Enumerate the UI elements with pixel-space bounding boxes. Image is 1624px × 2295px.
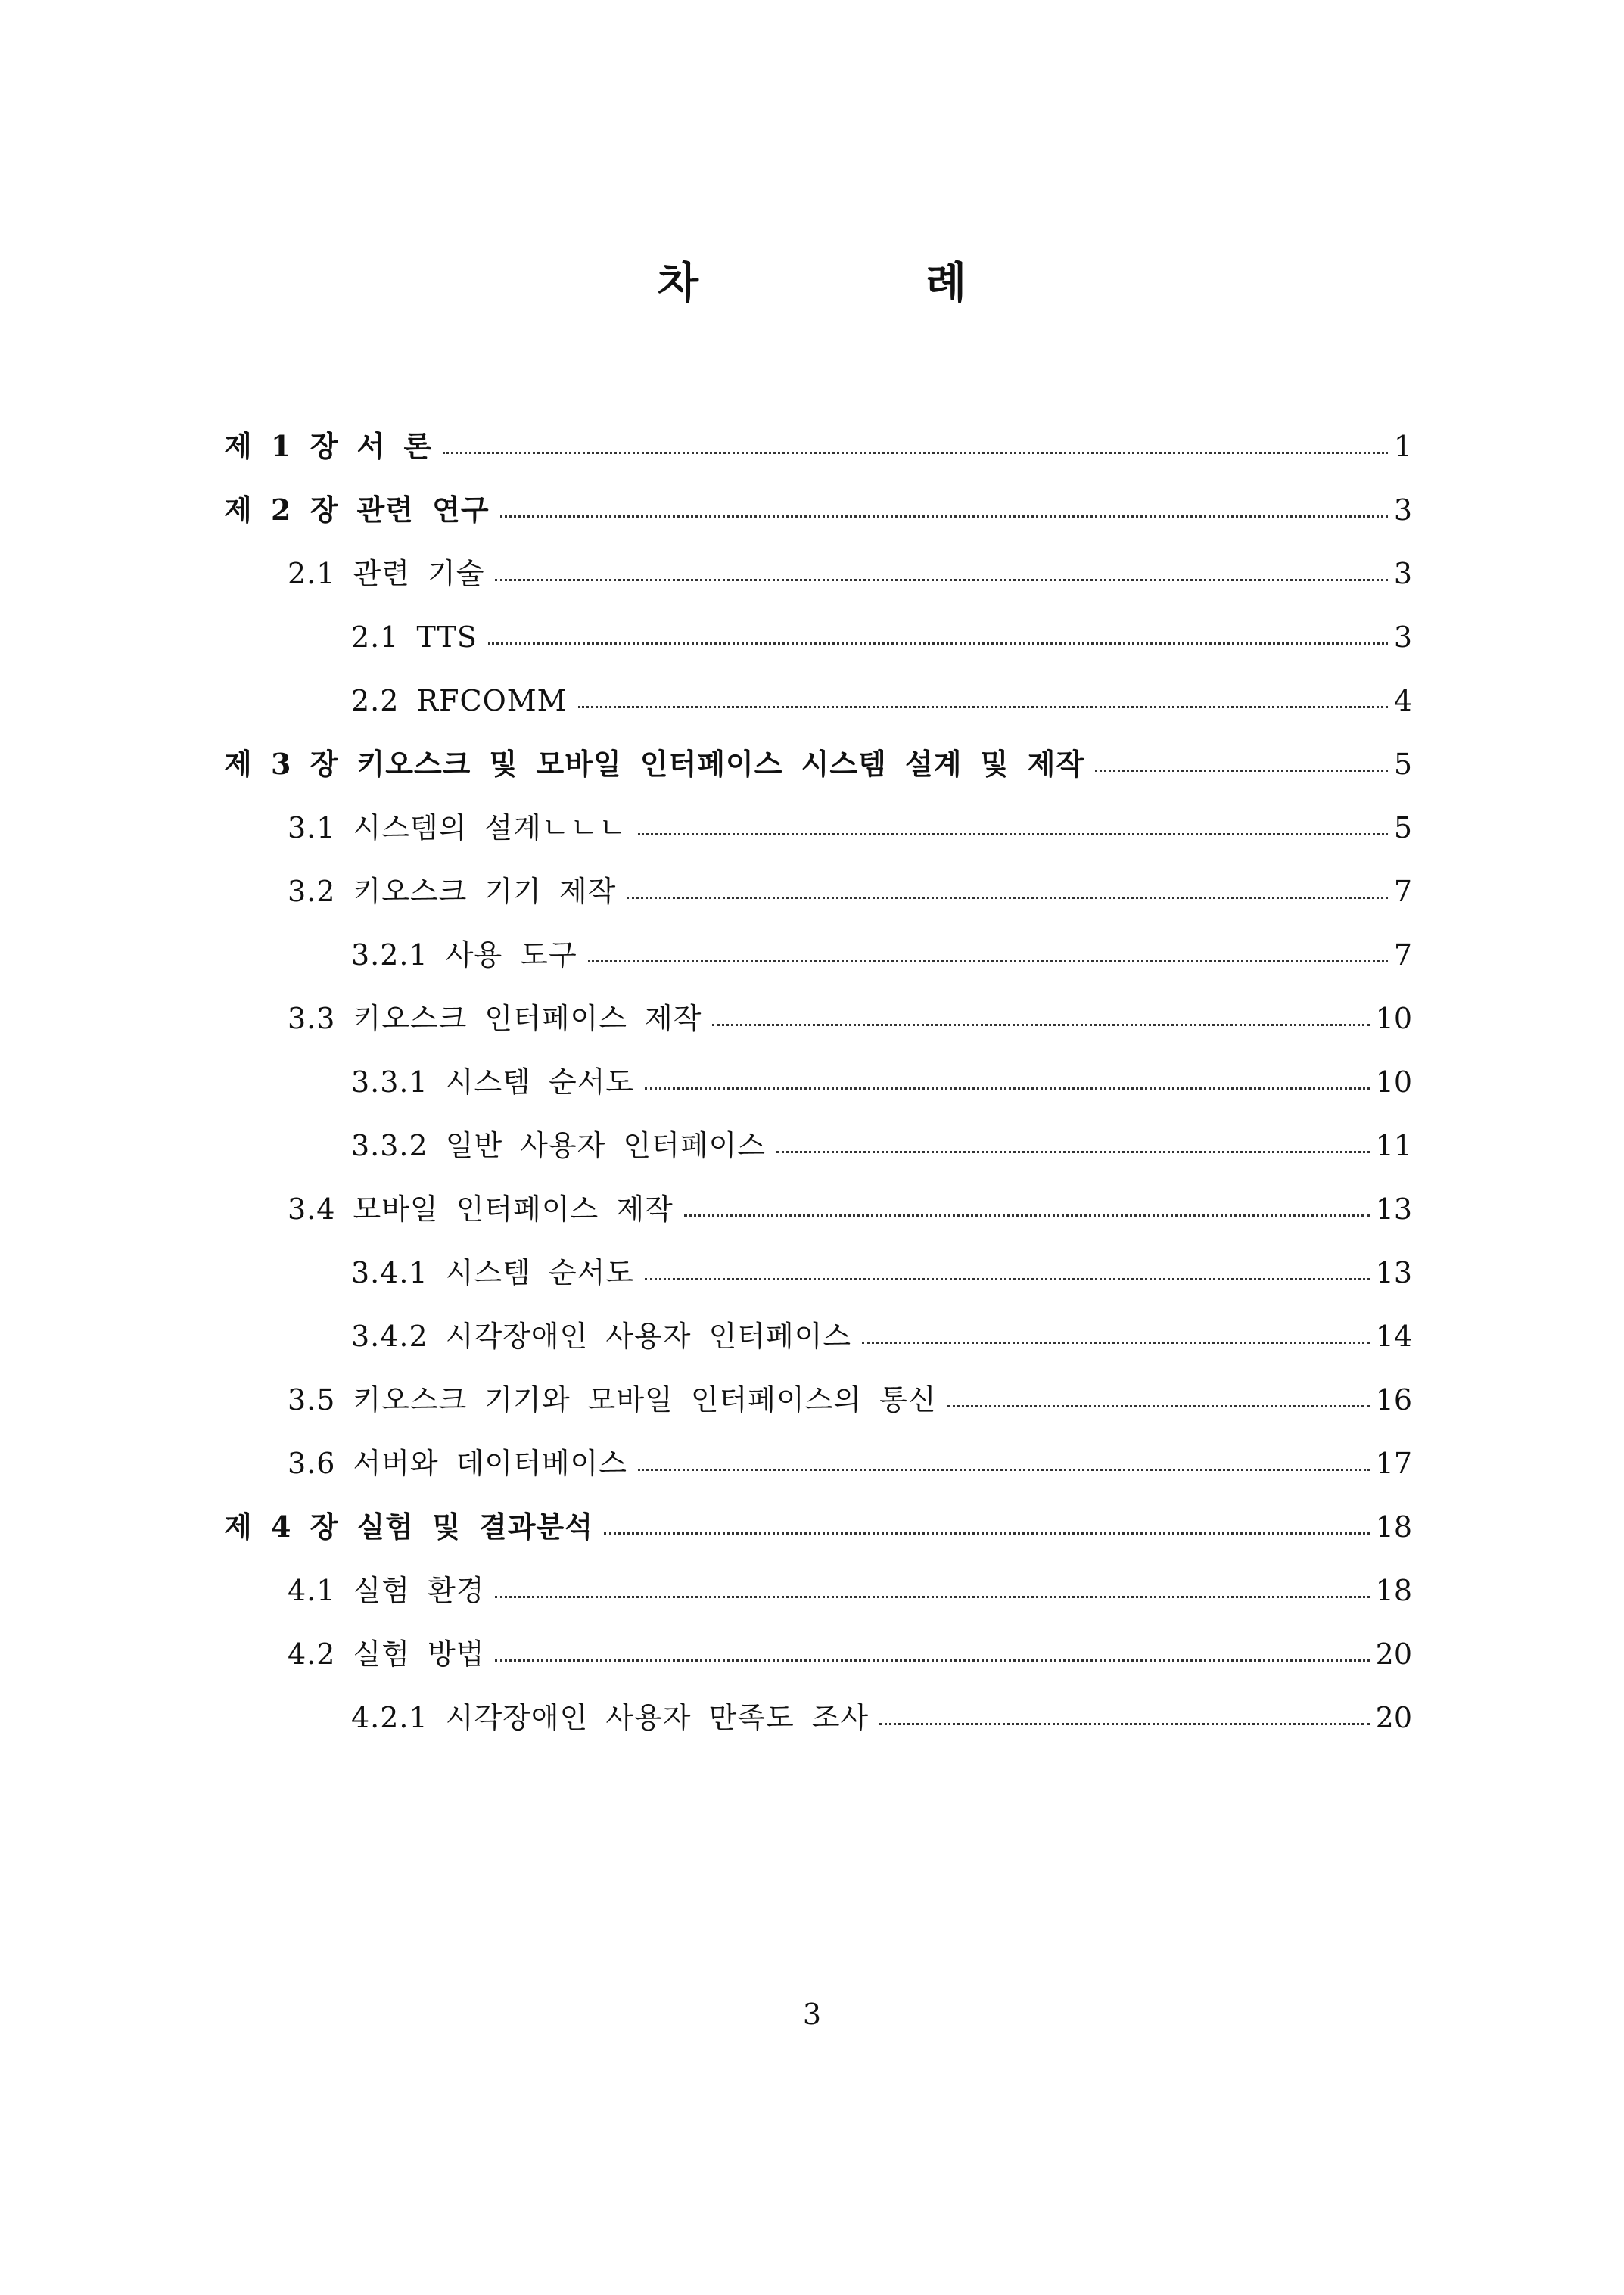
toc-entry-page: 18: [1375, 1574, 1412, 1607]
toc-entry-page: 3: [1393, 620, 1412, 654]
dot-leader: [638, 833, 1388, 835]
dot-leader: [495, 1659, 1369, 1662]
toc-entry-subsection-4-2-1[interactable]: [224, 1686, 1412, 1749]
toc-entry-label: 3.4 모바일 인터페이스 제작: [288, 1193, 674, 1226]
toc-entry-page: 16: [1375, 1383, 1412, 1416]
toc-entry-page: 13: [1375, 1256, 1412, 1289]
dot-leader: [1095, 770, 1388, 772]
page-number: 3: [802, 1998, 822, 2031]
toc-entry-label: 제 3 장 키오스크 및 모바일 인터페이스 시스템 설계 및 제작: [224, 747, 1085, 781]
toc-entry-page: 5: [1393, 748, 1412, 781]
toc-entry-page: 1: [1393, 430, 1412, 463]
toc-entry-section-3-3[interactable]: [224, 987, 1412, 1050]
toc-entry-subsection-3-3-2[interactable]: [224, 1114, 1412, 1177]
dot-leader: [495, 579, 1387, 581]
toc-entry-subsection-3-2-1[interactable]: [224, 923, 1412, 987]
toc-entry-chapter-4[interactable]: [224, 1495, 1412, 1559]
toc-entry-chapter-1[interactable]: [224, 415, 1412, 478]
toc-entry-page: 3: [1393, 557, 1412, 590]
dot-leader: [879, 1723, 1369, 1725]
dot-leader: [488, 642, 1388, 645]
toc-entry-page: 14: [1375, 1320, 1412, 1353]
toc-entry-section-3-5[interactable]: [224, 1368, 1412, 1432]
toc-entry-section-3-1[interactable]: [224, 796, 1412, 860]
dot-leader: [862, 1342, 1370, 1344]
toc-entry-label: 2.1 TTS: [351, 620, 478, 654]
toc-entry-subsection-3-4-2[interactable]: [224, 1305, 1412, 1368]
toc-entry-page: 3: [1393, 493, 1412, 527]
dot-leader: [443, 452, 1388, 454]
toc-entry-page: 10: [1375, 1002, 1412, 1035]
toc-entry-page: 7: [1393, 938, 1412, 972]
toc-entry-label: 4.1 실험 환경: [288, 1574, 485, 1607]
toc-entry-label: 3.3 키오스크 인터페이스 제작: [288, 1002, 702, 1035]
toc-entry-section-3-2[interactable]: [224, 860, 1412, 923]
dot-leader: [712, 1024, 1369, 1026]
dot-leader: [604, 1532, 1370, 1535]
toc-entry-section-3-6[interactable]: [224, 1432, 1412, 1495]
toc-entry-label: 3.2.1 사용 도구: [351, 938, 577, 972]
toc-entry-page: 13: [1375, 1193, 1412, 1226]
toc-entry-page: 20: [1375, 1637, 1412, 1671]
toc-entry-section-3-4[interactable]: [224, 1177, 1412, 1241]
toc-entry-page: 5: [1393, 811, 1412, 844]
toc-entry-label: 제 1 장 서 론: [224, 429, 433, 463]
toc-entry-label: 4.2 실험 방법: [288, 1637, 485, 1671]
toc-entry-page: 7: [1393, 875, 1412, 908]
dot-leader: [645, 1278, 1370, 1280]
title-char-1: 차: [657, 258, 698, 308]
toc-entry-label: 3.4.2 시각장애인 사용자 인터페이스: [351, 1320, 852, 1353]
dot-leader: [495, 1596, 1369, 1598]
toc-entry-label: 3.1 시스템의 설계ㄴㄴㄴ: [288, 811, 627, 844]
toc-entry-subsection-3-3-1[interactable]: [224, 1050, 1412, 1114]
toc-entry-label: 2.2 RFCOMM: [351, 684, 568, 717]
toc-entry-section-4-2[interactable]: [224, 1622, 1412, 1686]
toc-entry-page: 17: [1375, 1447, 1412, 1480]
toc-entry-page: 20: [1375, 1701, 1412, 1734]
dot-leader: [588, 960, 1388, 962]
dot-leader: [776, 1151, 1370, 1153]
toc-entry-label: 3.5 키오스크 기기와 모바일 인터페이스의 통신: [288, 1383, 937, 1416]
toc-entry-label: 3.3.2 일반 사용자 인터페이스: [351, 1129, 767, 1162]
dot-leader: [947, 1405, 1370, 1407]
page-title: [0, 250, 1624, 310]
toc-entry-section-2-1[interactable]: [224, 542, 1412, 605]
toc-entry-subsection-tts[interactable]: [224, 605, 1412, 669]
toc-entry-label: 제 2 장 관련 연구: [224, 493, 490, 527]
dot-leader: [638, 1469, 1370, 1471]
toc-entry-page: 18: [1375, 1510, 1412, 1544]
toc-entry-label: 3.4.1 시스템 순서도: [351, 1256, 635, 1289]
toc-entry-chapter-3[interactable]: [224, 732, 1412, 796]
toc-entry-label: 제 4 장 실험 및 결과분석: [224, 1510, 593, 1544]
toc-entry-page: 4: [1393, 684, 1412, 717]
toc-entry-label: 3.3.1 시스템 순서도: [351, 1065, 635, 1099]
dot-leader: [578, 706, 1388, 708]
dot-leader: [684, 1214, 1370, 1217]
toc-entry-subsection-rfcomm[interactable]: [224, 669, 1412, 732]
dot-leader: [645, 1087, 1370, 1090]
toc-entry-label: 2.1 관련 기술: [288, 557, 485, 590]
title-char-2: 례: [926, 258, 967, 308]
table-of-contents: [224, 415, 1412, 1749]
toc-entry-label: 3.6 서버와 데이터베이스: [288, 1447, 627, 1480]
dot-leader: [627, 897, 1387, 899]
dot-leader: [500, 515, 1388, 518]
toc-entry-page: 10: [1375, 1065, 1412, 1099]
toc-entry-chapter-2[interactable]: [224, 478, 1412, 542]
toc-entry-label: 4.2.1 시각장애인 사용자 만족도 조사: [351, 1701, 870, 1734]
toc-entry-subsection-3-4-1[interactable]: [224, 1241, 1412, 1305]
toc-entry-page: 11: [1375, 1129, 1412, 1162]
toc-entry-label: 3.2 키오스크 기기 제작: [288, 875, 617, 908]
toc-entry-section-4-1[interactable]: [224, 1559, 1412, 1622]
